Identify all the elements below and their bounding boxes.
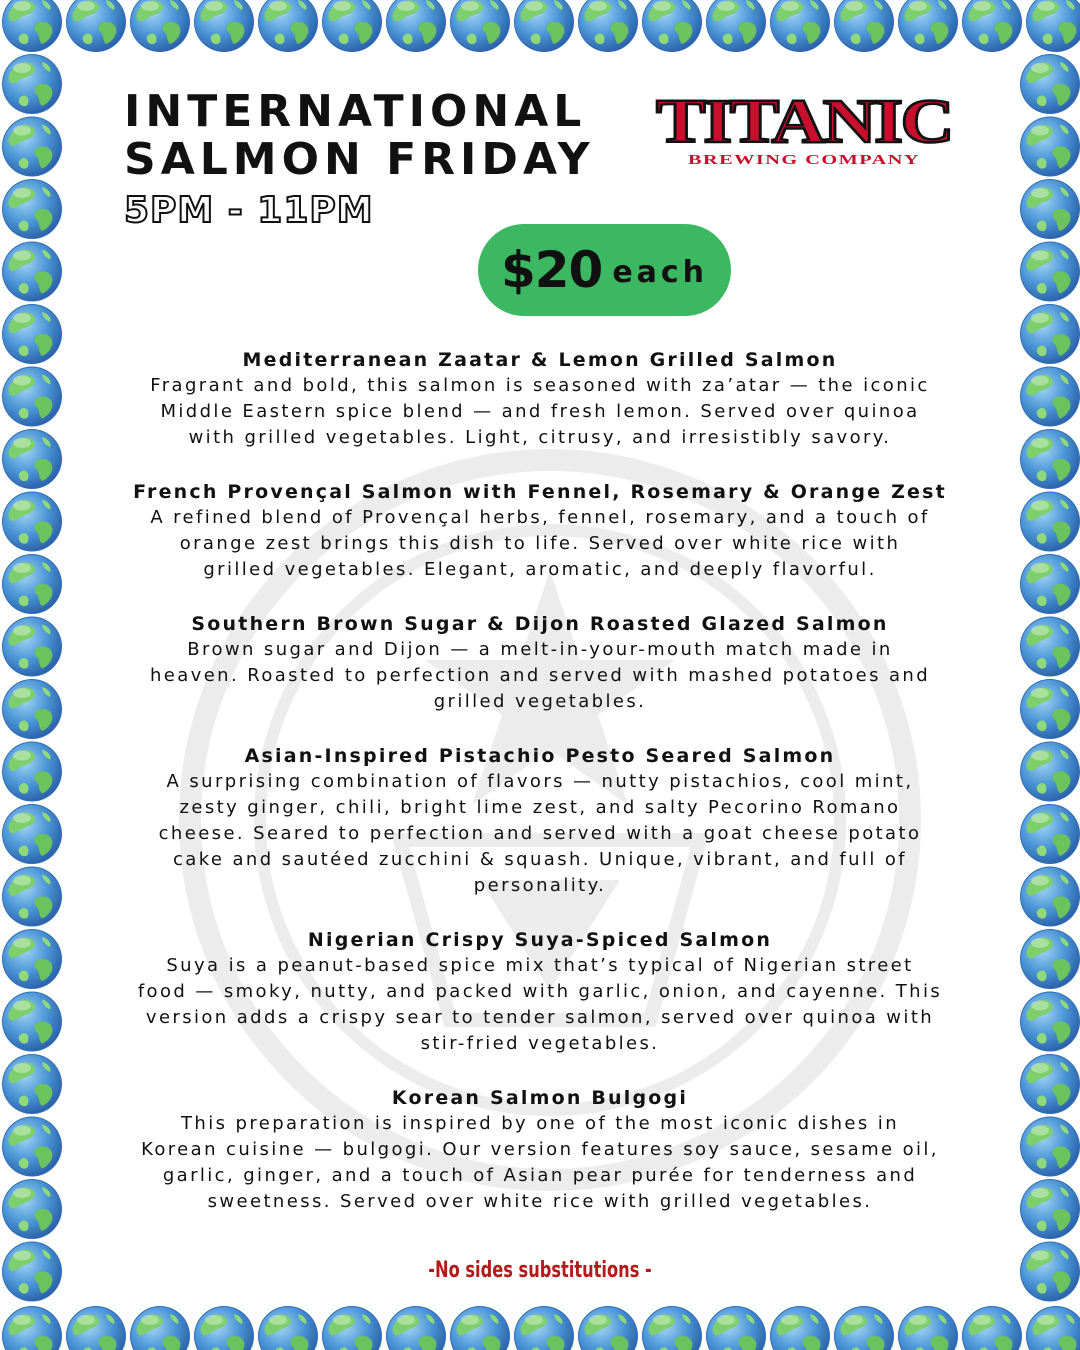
globe-icon [66,1306,126,1350]
globe-icon [898,1306,958,1350]
svg-text:BREWING COMPANY: BREWING COMPANY [688,153,920,168]
description-line: version adds a crispy sear to tender salmon, served over quinoa with [145,1007,935,1028]
menu-item-description [130,1111,950,1215]
globe-icon [2,554,62,614]
globe-icon [1020,742,1080,802]
globe-icon [2,367,62,427]
menu-item-name: Nigerian Crispy Suya-Spiced Salmon [307,929,773,951]
globe-icon [450,1306,510,1350]
menu-item-name: Southern Brown Sugar & Dijon Roasted Glazed Salmon [191,613,889,635]
globe-icon [2,429,62,489]
globe-icon [514,0,574,52]
description-line: with grilled vegetables. Light, citrusy, and irresistibly savory. [188,427,892,448]
description-line: orange zest brings this dish to life. Served over white rice with [179,533,901,554]
globe-icon [2,117,62,177]
menu-item [130,1085,950,1215]
price-unit: each [612,254,709,290]
globe-icon [578,0,638,52]
globe-icon [322,1306,382,1350]
menu-item [130,743,950,899]
globe-icon [2,1054,62,1114]
globe-icon [2,742,62,802]
globe-icon [2,617,62,677]
description-line: A refined blend of Provençal herbs, fennel, rosemary, and a touch of [150,507,930,528]
titanic-brewing-logo [652,90,956,172]
menu-item [130,611,950,715]
globe-icon [2,1306,62,1350]
globe-icon [1020,54,1080,114]
menu-item-description [130,637,950,715]
event-title-line-2: SALMON FRIDAY [124,134,595,185]
description-line: Brown sugar and Dijon — a melt-in-your-mouth match made in [187,639,893,660]
globe-icon [130,1306,190,1350]
globe-icon [2,242,62,302]
globe-icon [1026,1306,1080,1350]
menu-item-description [130,769,950,899]
globe-icon [1020,867,1080,927]
globe-icon [1020,492,1080,552]
globe-icon [514,1306,574,1350]
menu-item [130,347,950,451]
description-line: grilled vegetables. [433,691,647,712]
globe-icon [1026,0,1080,52]
globe-icon [1020,304,1080,364]
menu-item [130,479,950,583]
description-line: cake and sautéed zucchini & squash. Unique, vibrant, and full of [172,849,908,870]
globe-icon [642,0,702,52]
description-line: garlic, ginger, and a touch of Asian pear purée for tenderness and [162,1165,918,1186]
globe-icon [258,1306,318,1350]
globe-icon [1020,1179,1080,1239]
globe-icon [2,992,62,1052]
globe-icon [2,804,62,864]
menu-item-name: Asian-Inspired Pistachio Pesto Seared Salmon [244,745,836,767]
globe-icon [2,0,62,52]
price-badge [478,224,731,316]
globe-icon [1020,992,1080,1052]
globe-icon [386,0,446,52]
description-line: zesty ginger, chili, bright lime zest, and salty Pecorino Romano [179,797,901,818]
globe-icon [2,1179,62,1239]
globe-icon [2,54,62,114]
menu-item-description [130,505,950,583]
globe-icon [2,1117,62,1177]
globe-icon [2,929,62,989]
menu-item-description [130,953,950,1057]
globe-icon [258,0,318,52]
globe-icon [2,867,62,927]
menu-item-name: Mediterranean Zaatar & Lemon Grilled Salmon [242,349,838,371]
globe-icon [578,1306,638,1350]
globe-icon [1020,1117,1080,1177]
globe-icon [1020,617,1080,677]
menu-list [130,347,950,1243]
globe-icon [1020,1054,1080,1114]
globe-icon [1020,804,1080,864]
globe-icon [1020,117,1080,177]
globe-icon [130,0,190,52]
description-line: Middle Eastern spice blend — and fresh lemon. Served over quinoa [160,401,920,422]
globe-icon [1020,679,1080,739]
globe-icon [322,0,382,52]
description-line: stir-fried vegetables. [420,1033,660,1054]
globe-icon [194,0,254,52]
globe-icon [2,179,62,239]
menu-item-description [130,373,950,451]
description-line: personality. [473,875,607,896]
globe-icon [66,0,126,52]
event-hours: 5PM - 11PM [124,190,374,231]
globe-icon [706,1306,766,1350]
menu-item [130,927,950,1057]
globe-icon [834,0,894,52]
globe-icon [386,1306,446,1350]
globe-icon [770,0,830,52]
description-line: This preparation is inspired by one of the most iconic dishes in [180,1113,900,1134]
globe-icon [834,1306,894,1350]
globe-icon [898,0,958,52]
globe-icon [770,1306,830,1350]
menu-item-name: Korean Salmon Bulgogi [391,1087,689,1109]
svg-text:TITANIC: TITANIC [656,90,952,156]
globe-icon [2,679,62,739]
description-line: Fragrant and bold, this salmon is seasoned with za’atar — the iconic [150,375,930,396]
description-line: sweetness. Served over white rice with grilled vegetables. [207,1191,873,1212]
event-title-line-1: INTERNATIONAL [124,86,587,137]
globe-icon [1020,242,1080,302]
globe-icon [1020,929,1080,989]
globe-icon [2,1242,62,1302]
globe-icon [450,0,510,52]
globe-icon [2,492,62,552]
globe-icon [642,1306,702,1350]
globe-icon [962,0,1022,52]
description-line: heaven. Roasted to perfection and served with mashed potatoes and [149,665,931,686]
price-amount: $20 [500,241,603,299]
description-line: food — smoky, nutty, and packed with garlic, onion, and cayenne. This [137,981,943,1002]
globe-icon [2,304,62,364]
description-line: Suya is a peanut-based spice mix that’s typical of Nigerian street [166,955,914,976]
globe-icon [706,0,766,52]
globe-icon [1020,429,1080,489]
description-line: grilled vegetables. Elegant, aromatic, and deeply flavorful. [203,559,877,580]
title-block [124,88,595,231]
globe-icon [1020,554,1080,614]
globe-icon [1020,1242,1080,1302]
description-line: A surprising combination of flavors — nutty pistachios, cool mint, [166,771,914,792]
description-line: Korean cuisine — bulgogi. Our version features soy sauce, sesame oil, [141,1139,939,1160]
globe-icon [1020,367,1080,427]
globe-icon [194,1306,254,1350]
menu-item-name: French Provençal Salmon with Fennel, Rosemary & Orange Zest [133,481,947,503]
globe-icon [1020,179,1080,239]
no-substitutions-note: -No sides substitutions - [428,1258,652,1283]
globe-icon [962,1306,1022,1350]
description-line: cheese. Seared to perfection and served with a goat cheese potato [158,823,922,844]
